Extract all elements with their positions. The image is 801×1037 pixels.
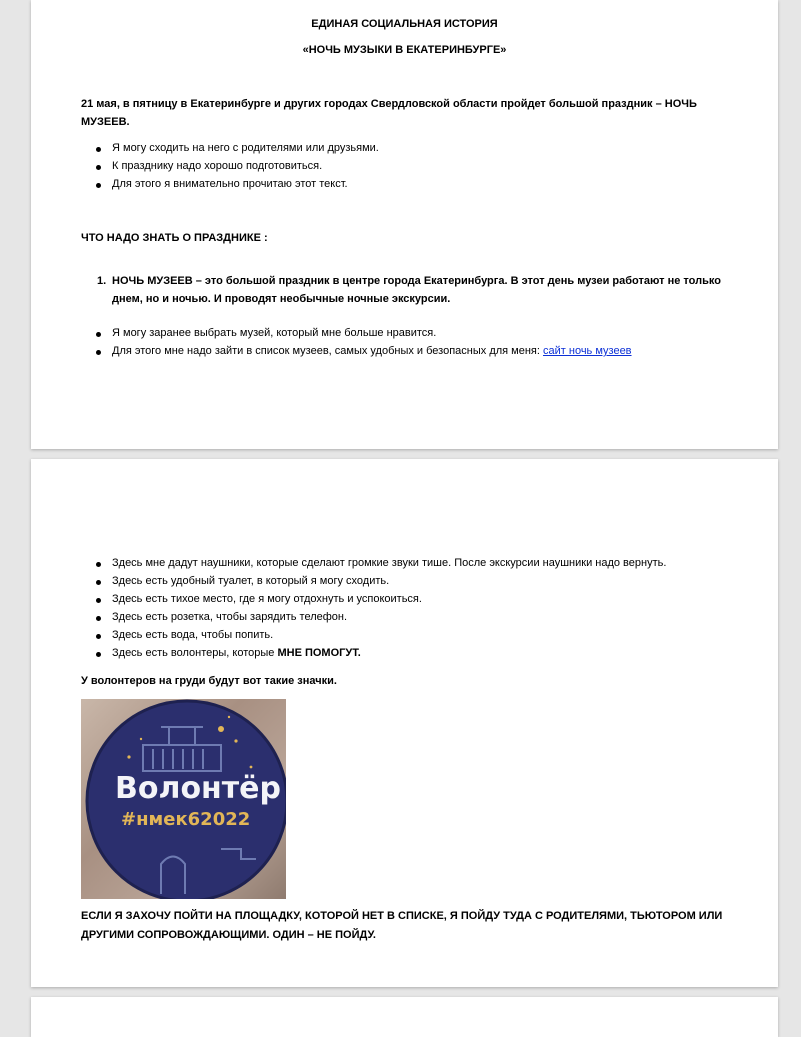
intro-bullet-3: Для этого я внимательно прочитаю этот текст. xyxy=(112,178,348,190)
document-page-2 xyxy=(31,459,778,987)
badge-hashtag: #нмек62022 xyxy=(121,809,251,830)
numbered-item-line-1: НОЧЬ МУЗЕЕВ – это большой праздник в центре города Екатеринбурга. В этот день музеи работают не только xyxy=(112,275,721,287)
museum-bullet-2-text: Для этого мне надо зайти в список музеев, самых удобных и безопасных для меня: xyxy=(112,345,540,357)
intro-bullet-2: К празднику надо хорошо подготовиться. xyxy=(112,160,323,172)
bullet-dot xyxy=(96,616,101,621)
numbered-item-number: 1. xyxy=(97,275,107,287)
numbered-item-line-2: днем, но и ночью. И проводят необычные ночные экскурсии. xyxy=(112,293,451,305)
facility-bullet-volunteers xyxy=(112,647,361,659)
title-line-2: «НОЧЬ МУЗЫКИ В ЕКАТЕРИНБУРГЕ» xyxy=(302,44,507,56)
facility-bullet-headphones: Здесь мне дадут наушники, которые сделают громкие звуки тише. После экскурсии наушники надо вернуть. xyxy=(112,557,667,569)
bullet-dot xyxy=(96,165,101,170)
bullet-dot xyxy=(96,634,101,639)
closing-line-1: ЕСЛИ Я ЗАХОЧУ ПОЙТИ НА ПЛОЩАДКУ, КОТОРОЙ НЕТ В СПИСКЕ, Я ПОЙДУ ТУДА С РОДИТЕЛЯМИ, ТЬЮТОРОМ ИЛИ xyxy=(81,910,723,922)
bullet-dot xyxy=(96,332,101,337)
bullet-dot xyxy=(96,183,101,188)
document-page-3 xyxy=(31,997,778,1037)
bullet-dot xyxy=(96,598,101,603)
volunteer-bullet-emphasis: МНЕ ПОМОГУТ. xyxy=(277,647,361,659)
museum-bullet-2 xyxy=(112,345,632,357)
badge-caption: У волонтеров на груди будут вот такие значки. xyxy=(81,675,337,687)
volunteer-bullet-text: Здесь есть волонтеры, которые xyxy=(112,647,275,659)
badge-title: Волонтёр xyxy=(115,771,281,806)
facility-bullet-quiet-place: Здесь есть тихое место, где я могу отдохнуть и успокоиться. xyxy=(112,593,422,605)
volunteer-badge-photo xyxy=(81,699,286,899)
intro-line-2: МУЗЕЕВ. xyxy=(81,116,130,128)
intro-bullet-1: Я могу сходить на него с родителями или друзьями. xyxy=(112,142,379,154)
title-line-1: ЕДИНАЯ СОЦИАЛЬНАЯ ИСТОРИЯ xyxy=(311,18,498,30)
bullet-dot xyxy=(96,562,101,567)
section-heading: ЧТО НАДО ЗНАТЬ О ПРАЗДНИКЕ : xyxy=(81,232,268,244)
document-page-1 xyxy=(31,0,778,449)
intro-line-1: 21 мая, в пятницу в Екатеринбурге и других городах Свердловской области пройдет большой праздник – НОЧЬ xyxy=(81,98,697,110)
bullet-dot xyxy=(96,350,101,355)
closing-line-2: ДРУГИМИ СОПРОВОЖДАЮЩИМИ. ОДИН – НЕ ПОЙДУ. xyxy=(81,929,376,941)
bullet-dot xyxy=(96,652,101,657)
bullet-dot xyxy=(96,147,101,152)
museums-site-link[interactable]: сайт ночь музеев xyxy=(543,345,632,357)
facility-bullet-socket: Здесь есть розетка, чтобы зарядить телефон. xyxy=(112,611,348,623)
facility-bullet-toilet: Здесь есть удобный туалет, в который я могу сходить. xyxy=(112,575,390,587)
bullet-dot xyxy=(96,580,101,585)
facility-bullet-water: Здесь есть вода, чтобы попить. xyxy=(112,629,274,641)
museum-bullet-1: Я могу заранее выбрать музей, который мне больше нравится. xyxy=(112,327,437,339)
